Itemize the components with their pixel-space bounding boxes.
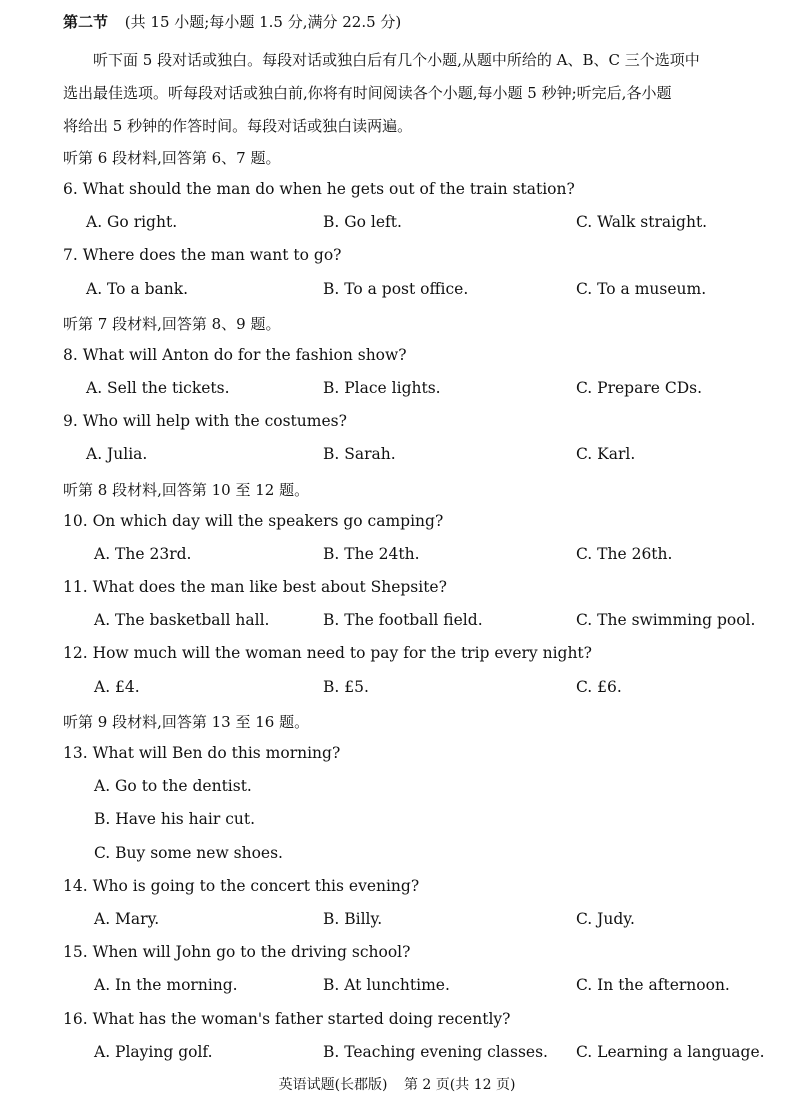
question-12-option-c[interactable]: C. £6. — [576, 678, 622, 696]
question-7-option-a[interactable]: A. To a bank. — [86, 280, 189, 298]
question-11-option-b[interactable]: B. The football field. — [323, 611, 483, 629]
question-12-option-a[interactable]: A. £4. — [94, 678, 140, 696]
section-title: 第二节 — [63, 13, 109, 31]
question-15-option-b[interactable]: B. At lunchtime. — [323, 976, 450, 994]
question-13-option-c[interactable]: C. Buy some new shoes. — [94, 844, 283, 862]
question-16-option-c[interactable]: C. Learning a language. — [576, 1043, 765, 1061]
question-8-stem: 8. What will Anton do for the fashion show? — [63, 346, 407, 364]
instructions-line: 将给出 5 秒钟的作答时间。每段对话或独白读两遍。 — [63, 117, 413, 135]
page-footer — [0, 1074, 794, 1094]
instructions-line: 听下面 5 段对话或独白。每段对话或独白后有几个小题,从题中所给的 A、B、C 三个选项中 — [93, 51, 700, 69]
question-15-option-a[interactable]: A. In the morning. — [94, 976, 238, 994]
question-11-option-a[interactable]: A. The basketball hall. — [94, 611, 270, 629]
question-8-option-c[interactable]: C. Prepare CDs. — [576, 379, 703, 397]
instructions-line: 选出最佳选项。听每段对话或独白前,你将有时间阅读各个小题,每小题 5 秒钟;听完后,各小题 — [63, 84, 672, 102]
question-8-option-b[interactable]: B. Place lights. — [323, 379, 441, 397]
section-header — [63, 11, 401, 32]
question-9-option-c[interactable]: C. Karl. — [576, 445, 636, 463]
question-14-option-b[interactable]: B. Billy. — [323, 910, 383, 928]
question-11-option-c[interactable]: C. The swimming pool. — [576, 611, 756, 629]
question-9-option-a[interactable]: A. Julia. — [86, 445, 148, 463]
question-6-option-c[interactable]: C. Walk straight. — [576, 213, 708, 231]
question-8-option-a[interactable]: A. Sell the tickets. — [86, 379, 230, 397]
question-10-option-c[interactable]: C. The 26th. — [576, 545, 673, 563]
question-7-stem: 7. Where does the man want to go? — [63, 246, 342, 264]
question-6-option-a[interactable]: A. Go right. — [86, 213, 178, 231]
question-12-stem: 12. How much will the woman need to pay for the trip every night? — [63, 644, 592, 662]
question-10-stem: 10. On which day will the speakers go camping? — [63, 512, 444, 530]
question-14-stem: 14. Who is going to the concert this evening? — [63, 877, 420, 895]
section-note: (共 15 小题;每小题 1.5 分,满分 22.5 分) — [124, 13, 402, 31]
question-16-stem: 16. What has the woman's father started doing recently? — [63, 1010, 511, 1028]
question-15-option-c[interactable]: C. In the afternoon. — [576, 976, 730, 994]
question-13-stem: 13. What will Ben do this morning? — [63, 744, 341, 762]
question-15-stem: 15. When will John go to the driving school? — [63, 943, 411, 961]
instructions-paragraph — [63, 44, 783, 143]
footer-page-number: 第 2 页(共 12 页) — [403, 1077, 516, 1093]
question-6-option-b[interactable]: B. Go left. — [323, 213, 402, 231]
question-11-stem: 11. What does the man like best about Shepsite? — [63, 578, 447, 596]
footer-exam-title: 英语试题(长郡版) — [278, 1077, 388, 1093]
question-10-option-a[interactable]: A. The 23rd. — [94, 545, 192, 563]
material-heading-9: 听第 9 段材料,回答第 13 至 16 题。 — [63, 713, 310, 731]
question-16-option-a[interactable]: A. Playing golf. — [94, 1043, 213, 1061]
material-heading-8: 听第 8 段材料,回答第 10 至 12 题。 — [63, 481, 310, 499]
question-13-option-a[interactable]: A. Go to the dentist. — [94, 777, 252, 795]
question-10-option-b[interactable]: B. The 24th. — [323, 545, 420, 563]
question-16-option-b[interactable]: B. Teaching evening classes. — [323, 1043, 548, 1061]
question-14-option-a[interactable]: A. Mary. — [94, 910, 160, 928]
material-heading-6: 听第 6 段材料,回答第 6、7 题。 — [63, 149, 281, 167]
material-heading-7: 听第 7 段材料,回答第 8、9 题。 — [63, 315, 281, 333]
question-13-option-b[interactable]: B. Have his hair cut. — [94, 810, 256, 828]
question-7-option-c[interactable]: C. To a museum. — [576, 280, 707, 298]
question-9-option-b[interactable]: B. Sarah. — [323, 445, 396, 463]
question-7-option-b[interactable]: B. To a post office. — [323, 280, 469, 298]
question-14-option-c[interactable]: C. Judy. — [576, 910, 635, 928]
question-12-option-b[interactable]: B. £5. — [323, 678, 369, 696]
question-9-stem: 9. Who will help with the costumes? — [63, 412, 347, 430]
question-6-stem: 6. What should the man do when he gets out of the train station? — [63, 180, 575, 198]
